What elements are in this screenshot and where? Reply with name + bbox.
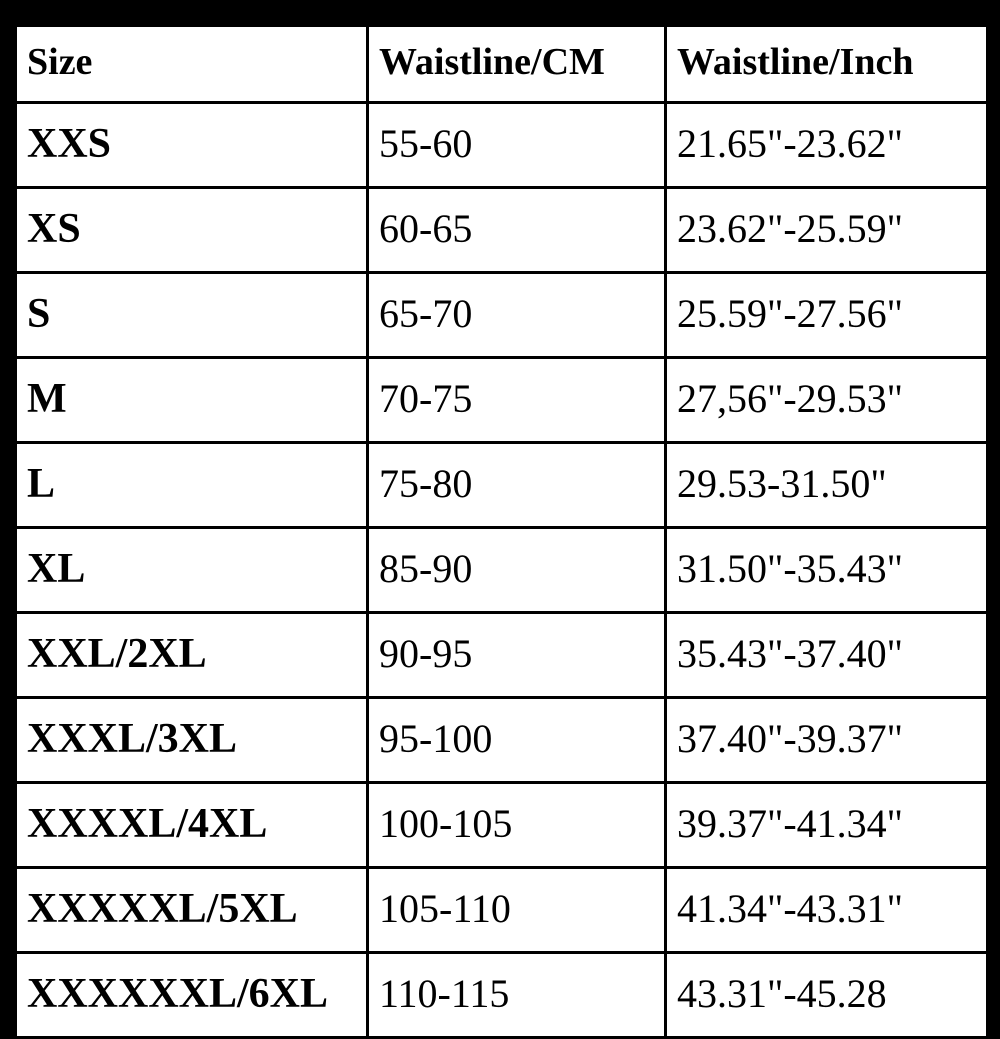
column-header-waistline-cm: Waistline/CM bbox=[368, 26, 666, 103]
table-row bbox=[16, 698, 988, 783]
cell-waistline-inch: 37.40"-39.37" bbox=[666, 698, 988, 783]
table-row bbox=[16, 443, 988, 528]
table-row bbox=[16, 868, 988, 953]
cell-waistline-cm: 85-90 bbox=[368, 528, 666, 613]
cell-size: S bbox=[16, 273, 368, 358]
cell-waistline-inch: 43.31"-45.28 bbox=[666, 953, 988, 1038]
column-header-waistline-inch: Waistline/Inch bbox=[666, 26, 988, 103]
size-chart-table-container bbox=[14, 24, 986, 1017]
cell-waistline-cm: 60-65 bbox=[368, 188, 666, 273]
cell-waistline-cm: 90-95 bbox=[368, 613, 666, 698]
column-header-size: Size bbox=[16, 26, 368, 103]
table-row bbox=[16, 103, 988, 188]
table-header bbox=[16, 26, 988, 103]
cell-size: XXS bbox=[16, 103, 368, 188]
cell-size: XXL/2XL bbox=[16, 613, 368, 698]
cell-waistline-cm: 65-70 bbox=[368, 273, 666, 358]
cell-waistline-cm: 100-105 bbox=[368, 783, 666, 868]
table-row bbox=[16, 953, 988, 1038]
cell-waistline-cm: 95-100 bbox=[368, 698, 666, 783]
cell-size: XXXL/3XL bbox=[16, 698, 368, 783]
cell-size: XXXXL/4XL bbox=[16, 783, 368, 868]
cell-waistline-cm: 70-75 bbox=[368, 358, 666, 443]
table-body bbox=[16, 103, 988, 1038]
cell-waistline-cm: 110-115 bbox=[368, 953, 666, 1038]
cell-waistline-inch: 23.62"-25.59" bbox=[666, 188, 988, 273]
cell-waistline-inch: 39.37"-41.34" bbox=[666, 783, 988, 868]
cell-waistline-inch: 31.50"-35.43" bbox=[666, 528, 988, 613]
size-chart-table bbox=[14, 24, 989, 1039]
cell-size: XXXXXXL/6XL bbox=[16, 953, 368, 1038]
table-row bbox=[16, 613, 988, 698]
cell-waistline-inch: 41.34"-43.31" bbox=[666, 868, 988, 953]
cell-waistline-inch: 29.53-31.50" bbox=[666, 443, 988, 528]
cell-size: XXXXXL/5XL bbox=[16, 868, 368, 953]
cell-waistline-inch: 21.65"-23.62" bbox=[666, 103, 988, 188]
table-row bbox=[16, 783, 988, 868]
cell-size: XS bbox=[16, 188, 368, 273]
cell-size: XL bbox=[16, 528, 368, 613]
cell-waistline-cm: 75-80 bbox=[368, 443, 666, 528]
cell-size: L bbox=[16, 443, 368, 528]
cell-waistline-inch: 35.43"-37.40" bbox=[666, 613, 988, 698]
cell-waistline-cm: 55-60 bbox=[368, 103, 666, 188]
cell-waistline-inch: 27,56"-29.53" bbox=[666, 358, 988, 443]
cell-size: M bbox=[16, 358, 368, 443]
table-header-row bbox=[16, 26, 988, 103]
cell-waistline-inch: 25.59"-27.56" bbox=[666, 273, 988, 358]
table-row bbox=[16, 358, 988, 443]
table-row bbox=[16, 528, 988, 613]
cell-waistline-cm: 105-110 bbox=[368, 868, 666, 953]
table-row bbox=[16, 273, 988, 358]
table-row bbox=[16, 188, 988, 273]
